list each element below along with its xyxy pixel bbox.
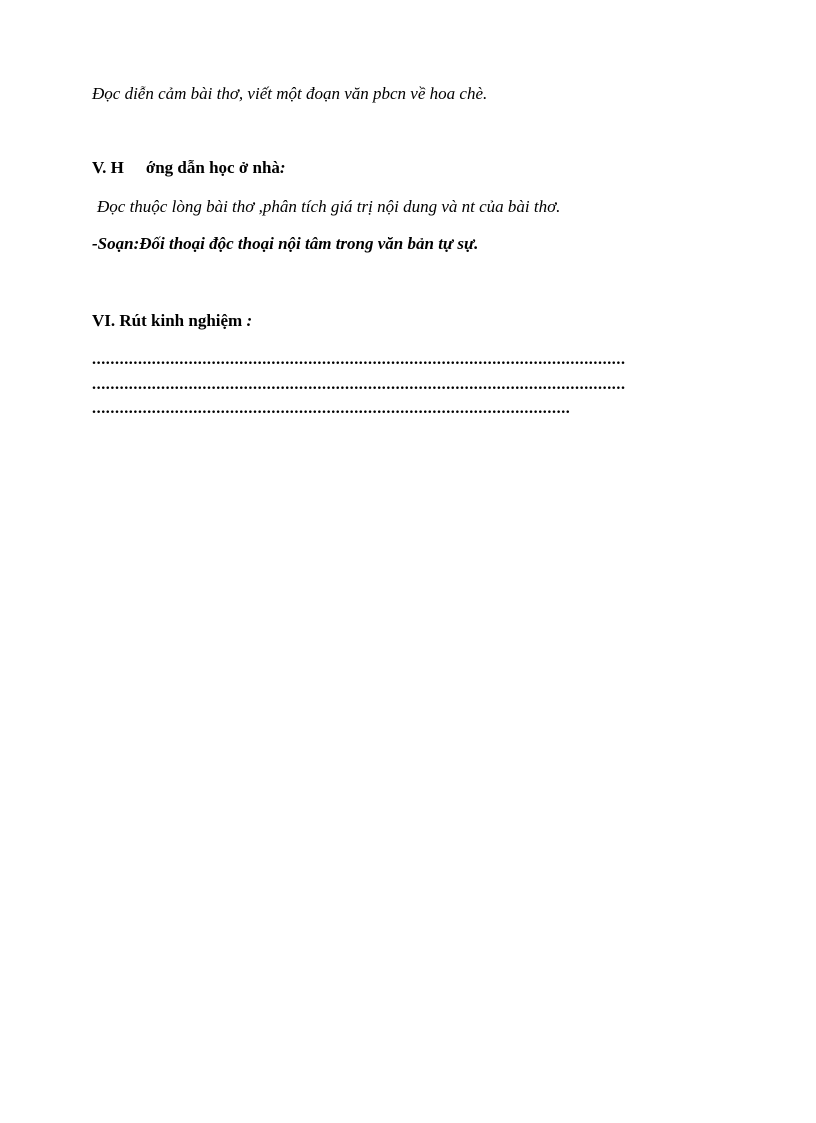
homework-line-2: -Soạn:Đối thoại độc thoại nội tâm trong văn bản tự sự.	[92, 234, 479, 253]
section-vi-heading-colon: :	[246, 311, 253, 330]
experience-dotted-line-3: ........................................................................................................	[92, 401, 571, 417]
section-v-heading	[92, 158, 286, 178]
experience-dotted-line-2: ....................................................................................................................	[92, 377, 626, 393]
experience-dotted-line-1: ....................................................................................................................	[92, 352, 626, 368]
activity-text: Đọc diễn cảm bài thơ, viết một đoạn văn pbcn về hoa chè.	[92, 84, 488, 103]
section-vi-heading	[92, 311, 252, 331]
section-v-heading-colon: :	[279, 158, 286, 177]
homework-line-1: Đọc thuộc lòng bài thơ ,phân tích giá trị nội dung và nt của bài thơ.	[97, 197, 561, 216]
section-v-heading-rest: ớng dẫn học ở nhà	[145, 158, 280, 177]
section-v-heading-prefix: V. H	[92, 158, 124, 177]
section-vi-heading-label: VI. Rút kinh nghiệm	[92, 311, 243, 330]
